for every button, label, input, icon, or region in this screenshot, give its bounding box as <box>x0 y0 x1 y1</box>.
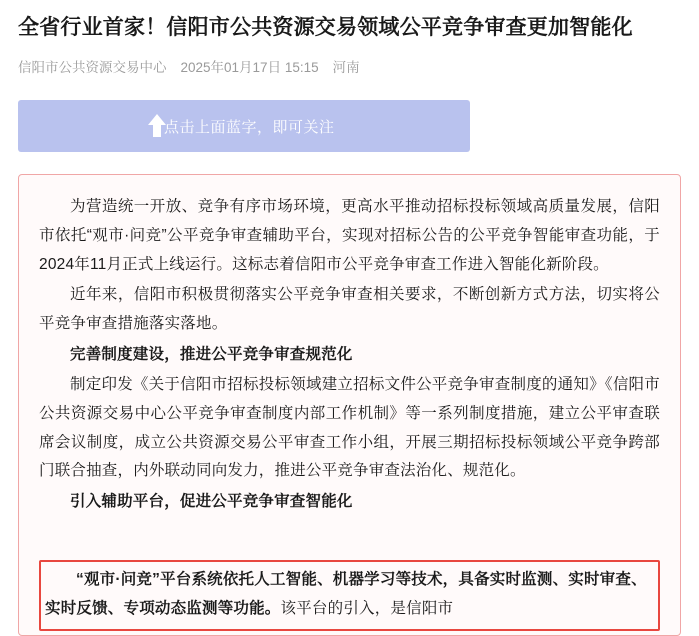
publisher-account[interactable]: 信阳市公共资源交易中心 <box>18 60 167 76</box>
article-paragraph: 为营造统一开放、竞争有序市场环境，更高水平推动招标投标领域高质量发展，信阳市依托“观市·问竞”公平竞争审查辅助平台，实现对招标公告的公平竞争智能审查功能，于2024年11月正式上线运行。这标志着信阳市公平竞争审查工作进入智能化新阶段。 <box>39 198 660 273</box>
highlight-tail-text: 该平台的引入，是信阳市 <box>280 599 454 617</box>
up-arrow-icon <box>146 112 168 140</box>
article-subheading: 完善制度建设，推进公平竞争审查规范化 <box>70 345 353 363</box>
article-body-card <box>18 174 681 636</box>
page-title: 全省行业首家！信阳市公共资源交易领域公平竞争审查更加智能化 <box>18 16 633 39</box>
highlight-text-wrapper <box>45 566 654 623</box>
article-paragraph: 制定印发《关于信阳市招标投标领域建立招标文件公平竞争审查制度的通知》《信阳市公共资源交易中心公平竞争审查制度内部工作机制》等一系列制度措施，建立公平审查联席会议制度，成立公共资源交易公平审查工作小组，开展三期招标投标领域公平竞争跨部门联合抽查，内外联动同向发力，推进公平竞争审查法治化、规范化。 <box>39 376 660 480</box>
article-paragraph: 近年来，信阳市积极贯彻落实公平竞争审查相关要求，不断创新方式方法，切实将公平竞争审查措施落实落地。 <box>39 286 660 333</box>
publish-region: 河南 <box>332 60 360 76</box>
follow-banner-label: 点击上面蓝字，即可关注 <box>164 118 335 136</box>
highlight-text: “观市·问竞”平台系统依托人工智能、机器学习等技术，具备实时监测、实时审查、实时反馈、专项动态监测等功能。 <box>45 571 647 617</box>
article-subheading: 引入辅助平台，促进公平竞争审查智能化 <box>70 493 353 511</box>
highlighted-passage <box>39 560 660 631</box>
follow-banner[interactable] <box>18 100 470 152</box>
publish-datetime: 2025年01月17日 15:15 <box>180 60 319 76</box>
article-meta <box>18 56 681 76</box>
